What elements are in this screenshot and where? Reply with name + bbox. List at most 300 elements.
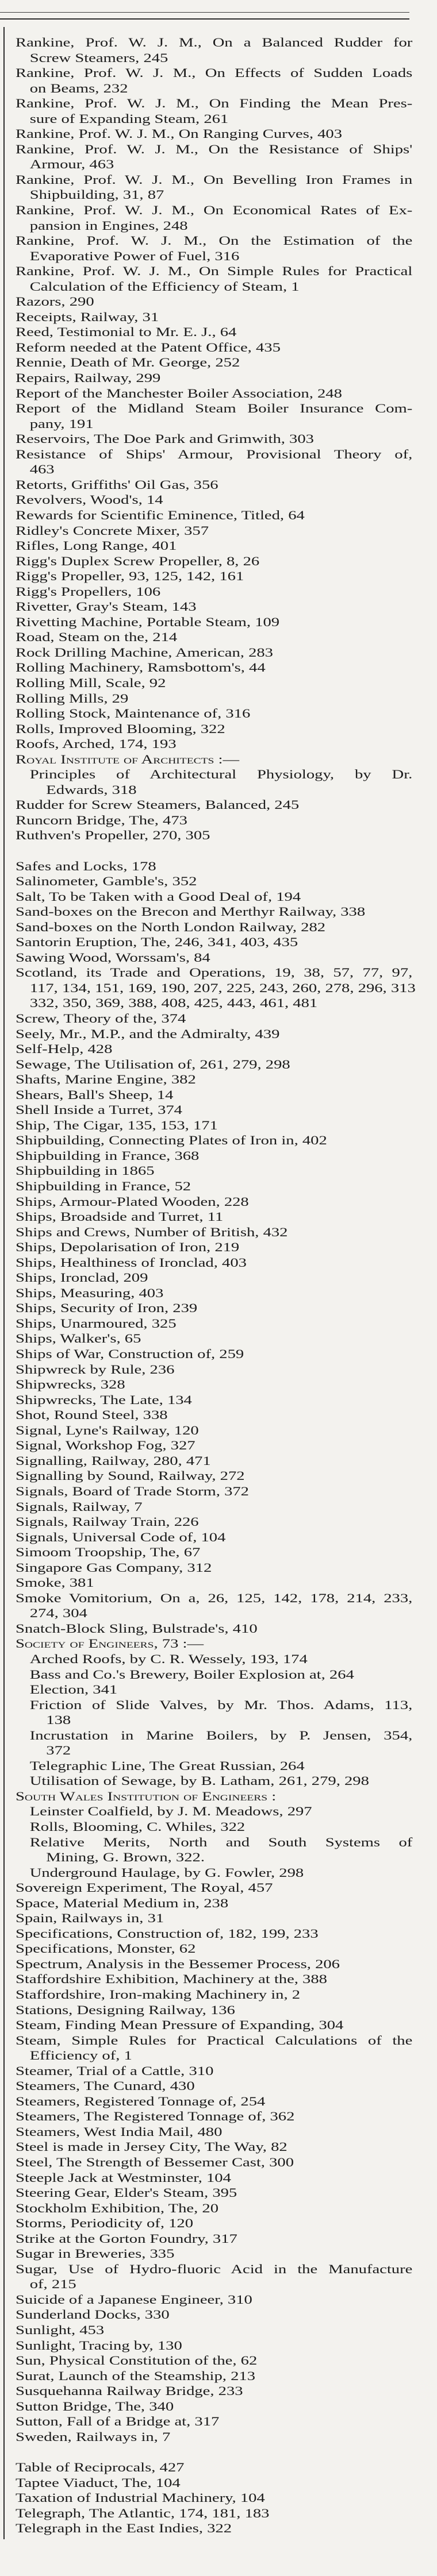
entry-line: 138 [46,1713,71,1727]
index-subentry [16,1819,412,1835]
entry-line: Rankine, Prof. W. J. M., On Finding the Mean Pres- [16,96,413,111]
entry-line: Signals, Universal Code of, 104 [16,1529,226,1544]
entry-line: Principles of Architectural Physiology, by Dr. [29,767,413,782]
index-entry [16,691,412,707]
entry-line: Telegraphic Line, The Great Russian, 264 [29,1758,305,1773]
index-entry [16,935,412,950]
index-heading [16,1789,412,1804]
entry-line: Shears, Ball's Sheep, 14 [16,1087,174,1102]
entry-line: Signalling, Railway, 280, 471 [16,1453,211,1468]
index-entry [16,2399,412,2415]
index-entry [16,569,412,584]
index-entry [16,2353,412,2369]
index-entry [16,1972,412,1987]
index-entry [16,1377,412,1393]
index-entry [16,1179,412,1194]
index-entry [16,2307,412,2323]
entry-line: Rankine, Prof. W. J. M., On the Estimation of the [16,233,413,248]
entry-line: Rolling Machinery, Ramsbottom's, 44 [16,660,266,675]
index-heading [16,752,412,768]
entry-line: Snatch-Block Sling, Bulstrade's, 410 [16,1621,258,1636]
entry-line: Signal, Lyne's Railway, 120 [16,1422,199,1437]
index-entry [16,294,412,310]
index-entry [16,96,412,126]
entry-line: Rigg's Propeller, 93, 125, 142, 161 [16,569,244,584]
index-subentry [16,1759,412,1774]
entry-line: Sand-boxes on the North London Railway, 282 [16,919,326,934]
index-entry [16,233,412,264]
index-entry [16,508,412,523]
index-entry [16,2246,412,2262]
entry-line: Sutton Bridge, The, 340 [16,2398,174,2413]
index-entry [16,1468,412,1484]
entry-line: 117, 134, 151, 169, 190, 207, 225, 243, 260, 278, 296, 313 [29,980,416,995]
entry-line: Taptee Viaduct, The, 104 [16,2475,181,2490]
top-rule-thick [0,18,409,20]
entry-line: Steamers, Registered Tonnage of, 254 [16,2093,266,2108]
index-entry [16,1560,412,1576]
entry-line: Rolling Mills, 29 [16,691,129,705]
entry-line: South Wales Institution of Engineers : [16,1788,277,1803]
entry-line: Sunderland Docks, 330 [16,2307,170,2322]
entry-line: on Beams, 232 [29,80,128,95]
index-entry [16,65,412,96]
index-entry [16,1957,412,1972]
index-entry [16,203,412,233]
entry-line: Screw, Theory of the, 374 [16,1011,186,1025]
entry-line: Resistance of Ships' Armour, Provisional Theory of, [16,446,413,461]
entry-line: Ships, Security of Iron, 239 [16,1301,198,1316]
entry-line: Repairs, Railway, 299 [16,371,161,385]
entry-line: Self-Help, 428 [16,1042,113,1056]
entry-line: 463 [29,462,55,477]
entry-line: Stockholm Exhibition, The, 20 [16,2200,218,2215]
index-subentry [16,767,412,797]
index-entry [16,355,412,371]
entry-line: Shipbuilding in 1865 [16,1163,155,1178]
index-entry [16,2033,412,2064]
entry-line: Rolls, Improved Blooming, 322 [16,721,225,736]
index-entry [16,2185,412,2201]
index-column [16,35,416,2536]
index-section-s [16,858,416,2445]
entry-line: Shipbuilding, Connecting Plates of Iron in, 402 [16,1133,327,1148]
index-entry [16,2338,412,2354]
index-entry [16,1088,412,1103]
entry-line: Rock Drilling Machine, American, 283 [16,645,273,660]
column-rule [3,27,5,2539]
index-entry [16,1255,412,1271]
entry-line: Shafts, Marine Engine, 382 [16,1072,196,1087]
entry-line: Revolvers, Wood's, 14 [16,492,163,507]
entry-line: Storms, Periodicity of, 120 [16,2216,194,2231]
index-entry [16,1163,412,1179]
entry-line: Rigg's Duplex Screw Propeller, 8, 26 [16,553,260,568]
index-entry [16,2003,412,2018]
index-entry [16,889,412,905]
entry-line: Susquehanna Railway Bridge, 233 [16,2384,243,2398]
entry-line: 332, 350, 369, 388, 408, 425, 443, 461, 481 [29,996,318,1011]
entry-line: Edwards, 318 [46,782,137,797]
entry-line: Ships, Ironclad, 209 [16,1270,148,1285]
index-entry [16,310,412,325]
index-entry [16,1072,412,1088]
entry-line: Sunlight, 453 [16,2323,105,2338]
entry-line: Receipts, Railway, 31 [16,309,159,324]
entry-line: Rankine, Prof. W. J. M., On Economical Rates of Ex- [16,203,413,218]
entry-line: of, 215 [29,2277,76,2292]
index-entry [16,1102,412,1118]
entry-line: Razors, 290 [16,294,94,309]
entry-line: Efficiency of, 1 [29,2048,132,2063]
index-subentry [16,1773,412,1789]
entry-line: pany, 191 [29,416,94,431]
index-entry [16,431,412,447]
entry-line: Rankine, Prof. W. J. M., On a Balanced Rudder for [16,35,413,49]
index-entry [16,797,412,813]
index-entry [16,2170,412,2186]
index-entry [16,1148,412,1164]
entry-line: Society of Engineers, 73 :— [16,1636,204,1651]
entry-line: Screw Steamers, 245 [29,50,168,65]
entry-line: Santorin Eruption, The, 246, 341, 403, 435 [16,935,298,950]
index-entry [16,492,412,508]
index-entry [16,1194,412,1210]
entry-line: Ships, Measuring, 403 [16,1285,164,1300]
index-entry [16,1133,412,1148]
index-entry [16,1407,412,1423]
index-entry [16,1347,412,1362]
top-rule-thin [0,12,409,13]
index-entry [16,2139,412,2155]
index-entry [16,340,412,356]
entry-line: Shipbuilding, 31, 87 [29,187,164,202]
entry-line: Shipbuilding in France, 368 [16,1148,200,1163]
index-entry [16,2521,412,2536]
entry-line: Underground Haulage, by G. Fowler, 298 [29,1865,304,1880]
index-entry [16,736,412,752]
index-entry [16,676,412,691]
entry-line: Ridley's Concrete Mixer, 357 [16,523,209,538]
entry-line: Strike at the Gorton Foundry, 317 [16,2231,237,2246]
entry-line: Incrustation in Marine Boilers, by P. Jensen, 354, [29,1727,413,1742]
entry-line: Reservoirs, The Doe Park and Grimwith, 303 [16,431,314,446]
index-entry [16,2064,412,2079]
index-entry [16,2384,412,2399]
index-entry [16,35,412,65]
index-entry [16,1301,412,1316]
index-subentry [16,1652,412,1667]
entry-line: Steamers, West India Mail, 480 [16,2124,223,2139]
entry-line: Relative Merits, North and South Systems of [29,1834,413,1849]
index-entry [16,813,412,828]
entry-line: Sovereign Experiment, The Royal, 457 [16,1880,273,1895]
index-entry [16,1027,412,1042]
entry-line: Salt, To be Taken with a Good Deal of, 194 [16,889,301,904]
entry-line: Runcorn Bridge, The, 473 [16,812,187,827]
entry-line: Suicide of a Japanese Engineer, 310 [16,2292,252,2307]
entry-line: Spectrum, Analysis in the Bessemer Process, 206 [16,1956,340,1971]
index-entry [16,874,412,889]
index-entry [16,523,412,539]
entry-line: Mining, G. Brown, 322. [46,1850,205,1865]
entry-line: Safes and Locks, 178 [16,858,156,873]
entry-line: Rankine, Prof. W. J. M., On Bevelling Iron Frames in [16,172,413,187]
index-entry [16,1011,412,1027]
entry-line: Steel is made in Jersey City, The Way, 82 [16,2139,288,2154]
index-entry [16,1621,412,1637]
entry-line: pansion in Engines, 248 [29,218,188,233]
index-subentry [16,1804,412,1819]
index-subentry [16,1698,412,1728]
entry-line: Calculation of the Efficiency of Steam, 1 [29,279,300,294]
index-entry [16,2475,412,2491]
entry-line: Steel, The Strength of Bessemer Cast, 300 [16,2155,294,2170]
index-entry [16,599,412,615]
entry-line: Sunlight, Tracing by, 130 [16,2338,182,2353]
entry-line: Rewards for Scientific Eminence, Titled, 64 [16,507,305,522]
index-entry [16,1438,412,1453]
entry-line: Sawing Wood, Worssam's, 84 [16,950,210,965]
index-entry [16,1530,412,1545]
index-entry [16,2078,412,2094]
entry-line: Leinster Coalfield, by J. M. Meadows, 297 [29,1804,312,1819]
index-entry [16,2155,412,2170]
index-entry [16,2231,412,2247]
index-section-t [16,2460,412,2536]
entry-line: Steamers, The Registered Tonnage of, 362 [16,2109,295,2124]
index-entry [16,401,412,431]
index-entry [16,1941,412,1957]
entry-line: Stations, Designing Railway, 136 [16,2002,235,2017]
index-entry [16,1880,412,1896]
entry-line: Ships, Broadside and Turret, 11 [16,1209,224,1224]
index-entry [16,386,412,402]
entry-line: Rolling Stock, Maintenance of, 316 [16,706,251,721]
entry-line: Steeple Jack at Westminster, 104 [16,2170,231,2185]
index-subentry [16,1728,412,1759]
index-entry [16,904,412,920]
index-entry [16,1453,412,1469]
entry-line: Steam, Simple Rules for Practical Calculations of the [16,2033,413,2047]
entry-line: Ships, Walker's, 65 [16,1331,141,1346]
index-subentry [16,1835,412,1865]
entry-line: Rudder for Screw Steamers, Balanced, 245 [16,797,300,812]
index-entry [16,1118,412,1133]
entry-line: Rifles, Long Range, 401 [16,538,177,553]
index-entry [16,950,412,966]
entry-line: Smoke Vomitorium, On a, 26, 125, 142, 178, 214, 233, [16,1590,413,1605]
entry-line: Signalling by Sound, Railway, 272 [16,1468,245,1483]
entry-line: Retorts, Griffiths' Oil Gas, 356 [16,477,218,492]
entry-line: Sugar in Breweries, 335 [16,2246,175,2261]
entry-line: Bass and Co.'s Brewery, Boiler Explosion at, 264 [29,1667,354,1682]
entry-line: Space, Material Medium in, 238 [16,1895,229,1910]
index-entry [16,1911,412,1926]
index-entry [16,1484,412,1499]
index-entry [16,142,412,172]
index-entry [16,615,412,630]
entry-line: Rivetter, Gray's Steam, 143 [16,599,197,614]
index-entry [16,2216,412,2231]
entry-line: Steamers, The Cunard, 430 [16,2078,195,2093]
entry-line: Election, 341 [29,1682,118,1697]
index-entry [16,1057,412,1073]
index-entry [16,1423,412,1439]
index-entry [16,2430,412,2445]
index-entry [16,2292,412,2308]
entry-line: Ships, Depolarisation of Iron, 219 [16,1240,240,1255]
index-entry [16,660,412,676]
index-entry [16,172,412,203]
entry-line: Roofs, Arched, 174, 193 [16,736,177,751]
index-entry [16,1331,412,1347]
index-entry [16,1393,412,1408]
entry-line: Sun, Physical Constitution of the, 62 [16,2353,258,2368]
entry-line: Royal Institute of Architects :— [16,751,240,766]
entry-line: Shipbuilding in France, 52 [16,1179,191,1194]
index-entry [16,1545,412,1560]
entry-line: Steering Gear, Elder's Steam, 395 [16,2185,237,2200]
entry-line: Shot, Round Steel, 338 [16,1407,168,1422]
entry-line: Utilisation of Sewage, by B. Latham, 261, 279, 298 [29,1773,369,1788]
entry-line: Signals, Board of Trade Storm, 372 [16,1483,249,1498]
entry-line: Ships, Unarmoured, 325 [16,1316,177,1331]
index-entry [16,1225,412,1240]
entry-line: Sewage, The Utilisation of, 261, 279, 298 [16,1056,290,1071]
entry-line: 372 [46,1743,71,1758]
index-entry [16,2201,412,2216]
entry-line: Rankine, Prof. W. J. M., On Simple Rules for Practical [16,264,413,279]
entry-line: Reform needed at the Patent Office, 435 [16,340,281,354]
entry-line: Ships and Crews, Number of British, 432 [16,1224,288,1239]
index-entry [16,371,412,386]
index-entry [16,554,412,569]
entry-line: Specifications, Construction of, 182, 199, 233 [16,1926,319,1941]
index-entry [16,264,412,294]
index-entry [16,2460,412,2475]
index-entry [16,2323,412,2338]
entry-line: Shipwrecks, The Late, 134 [16,1392,192,1407]
entry-line: Signal, Workshop Fog, 327 [16,1438,195,1453]
entry-line: Shipwreck by Rule, 236 [16,1362,175,1376]
entry-line: Signals, Railway, 7 [16,1499,143,1514]
index-entry [16,2262,412,2292]
entry-line: Rankine, Prof. W. J. M., On Effects of Sudden Loads [16,65,413,80]
index-entry [16,2506,412,2521]
index-entry [16,447,412,477]
entry-line: Sand-boxes on the Brecon and Merthyr Railway, 338 [16,904,366,919]
entry-line: Singapore Gas Company, 312 [16,1560,212,1575]
index-entry [16,1209,412,1225]
index-entry [16,1042,412,1057]
index-entry [16,2369,412,2384]
index-entry [16,325,412,340]
entry-line: Sweden, Railways in, 7 [16,2429,171,2444]
index-entry [16,2094,412,2110]
index-entry [16,126,412,142]
index-subentry [16,1682,412,1698]
entry-line: Telegraph, The Atlantic, 174, 181, 183 [16,2505,270,2520]
entry-line: Shipwrecks, 328 [16,1377,125,1392]
entry-line: Rigg's Propellers, 106 [16,584,161,599]
entry-line: Seely, Mr., M.P., and the Admiralty, 439 [16,1026,280,1041]
entry-line: Smoke, 381 [16,1575,94,1590]
entry-line: Simoom Troopship, The, 67 [16,1545,201,1560]
entry-line: Evaporative Power of Fuel, 316 [29,248,240,263]
index-entry [16,2414,412,2430]
index-entry [16,2018,412,2033]
entry-line: Report of the Midland Steam Boiler Insurance Com- [16,401,413,416]
index-heading [16,1636,412,1652]
index-entry [16,2109,412,2124]
index-entry [16,477,412,493]
index-entry [16,1286,412,1301]
entry-line: Telegraph in the East Indies, 322 [16,2521,232,2536]
entry-line: Salinometer, Gamble's, 352 [16,874,197,889]
index-entry [16,1240,412,1255]
entry-line: Spain, Railways in, 31 [16,1911,164,1926]
entry-line: Rivetting Machine, Portable Steam, 109 [16,614,280,629]
entry-line: Ruthven's Propeller, 270, 305 [16,828,210,843]
index-entry [16,859,412,874]
entry-line: Ships, Healthiness of Ironclad, 403 [16,1255,247,1270]
index-entry [16,1575,412,1591]
index-entry [16,645,412,661]
entry-line: Table of Reciprocals, 427 [16,2459,185,2474]
index-entry [16,1316,412,1332]
entry-line: Sutton, Fall of a Bridge at, 317 [16,2414,220,2429]
index-entry [16,584,412,600]
index-entry [16,828,412,843]
entry-line: Road, Steam on the, 214 [16,630,178,645]
entry-line: Staffordshire Exhibition, Machinery at the, 388 [16,1972,327,1987]
entry-line: Surat, Launch of the Steamship, 213 [16,2368,256,2383]
entry-line: sure of Expanding Steam, 261 [29,111,229,126]
index-subentry [16,1667,412,1683]
entry-line: Rolling Mill, Scale, 92 [16,675,166,690]
entry-line: Sugar, Use of Hydro-fluoric Acid in the Manufacture [16,2261,413,2276]
index-entry [16,1896,412,1911]
entry-line: Rolls, Blooming, C. Whiles, 322 [29,1819,246,1834]
index-entry [16,538,412,554]
entry-line: Specifications, Monster, 62 [16,1941,196,1956]
index-entry [16,2124,412,2140]
index-subentry [16,1865,412,1881]
entry-line: Rennie, Death of Mr. George, 252 [16,355,240,370]
index-entry [16,965,416,1011]
index-entry [16,1499,412,1515]
index-entry [16,722,412,737]
entry-line: Armour, 463 [29,157,114,172]
entry-line: Signals, Railway Train, 226 [16,1514,199,1529]
entry-line: Ships, Armour-Plated Wooden, 228 [16,1194,249,1209]
index-entry [16,1270,412,1286]
entry-line: Steamer, Trial of a Cattle, 310 [16,2063,214,2078]
index-entry [16,1987,412,2003]
entry-line: Report of the Manchester Boiler Association, 248 [16,385,342,400]
entry-line: Ships of War, Construction of, 259 [16,1347,244,1362]
entry-line: Ship, The Cigar, 135, 153, 171 [16,1117,218,1132]
index-entry [16,1362,412,1378]
index-entry [16,1926,412,1942]
entry-line: Rankine, Prof. W. J. M., On Ranging Curves, 403 [16,126,343,141]
entry-line: Arched Roofs, by C. R. Wessely, 193, 174 [29,1651,308,1666]
entry-line: Staffordshire, Iron-making Machinery in, 2 [16,1987,301,2002]
entry-line: Reed, Testimonial to Mr. E. J., 64 [16,325,237,340]
entry-line: Friction of Slide Valves, by Mr. Thos. Adams, 113, [29,1697,413,1712]
entry-line: Scotland, its Trade and Operations, 19, 38, 57, 77, 97, [16,965,413,980]
